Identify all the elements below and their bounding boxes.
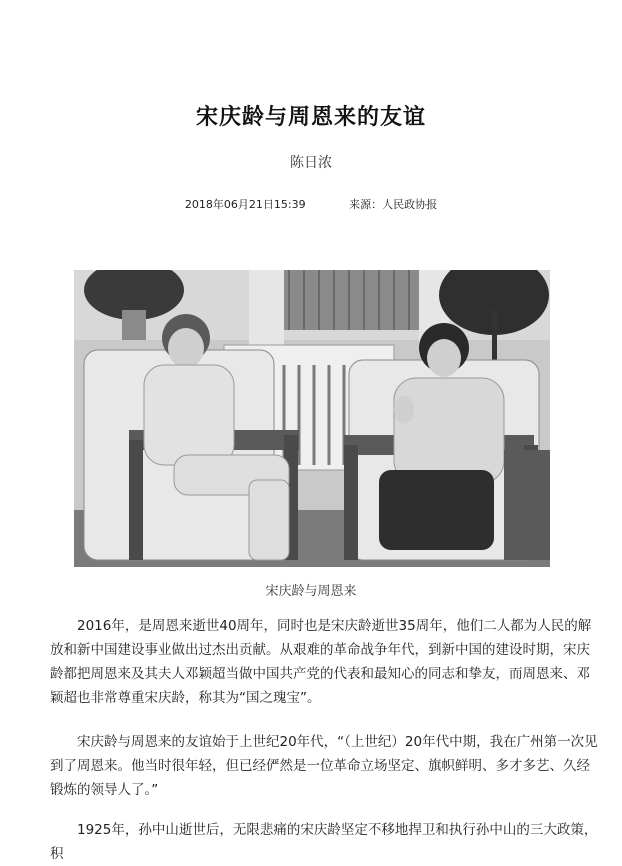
article-source: 来源：人民政协报 xyxy=(349,198,438,211)
paragraph-3: 1925年，孙中山逝世后，无限悲痛的宋庆龄坚定不移地捍卫和执行孙中山的三大政策，积 xyxy=(50,822,598,862)
paragraph-2: 宋庆龄与周恩来的友谊始于上世纪20年代，“（上世纪）20年代中期，我在广州第一次见到了周恩来。他当时很年轻，但已经俨然是一位革命立场坚定、旗帜鲜明、多才多艺、久经锻炼的领导人了。” xyxy=(50,734,598,798)
photo-caption: 宋庆龄与周恩来 xyxy=(265,584,357,599)
paragraph-1: 2016年，是周恩来逝世40周年，同时也是宋庆龄逝世35周年，他们二人都为人民的解放和新中国建设事业做出过杰出贡献。从艰难的革命战争年代，到新中国的建设时期，宋庆龄都把周恩来及其夫人邓颖超当做中国共产党的代表和最知心的同志和挚友，而周恩来、邓颖超也非常尊重宋庆龄，称其为“国之瑰宝”。 xyxy=(50,618,592,706)
article-photo xyxy=(74,270,550,567)
publish-datetime: 2018年06月21日15:39 xyxy=(184,198,306,211)
article-meta xyxy=(0,196,622,212)
article-title: 宋庆龄与周恩来的友谊 xyxy=(195,105,426,130)
article-author: 陈日浓 xyxy=(290,155,332,171)
